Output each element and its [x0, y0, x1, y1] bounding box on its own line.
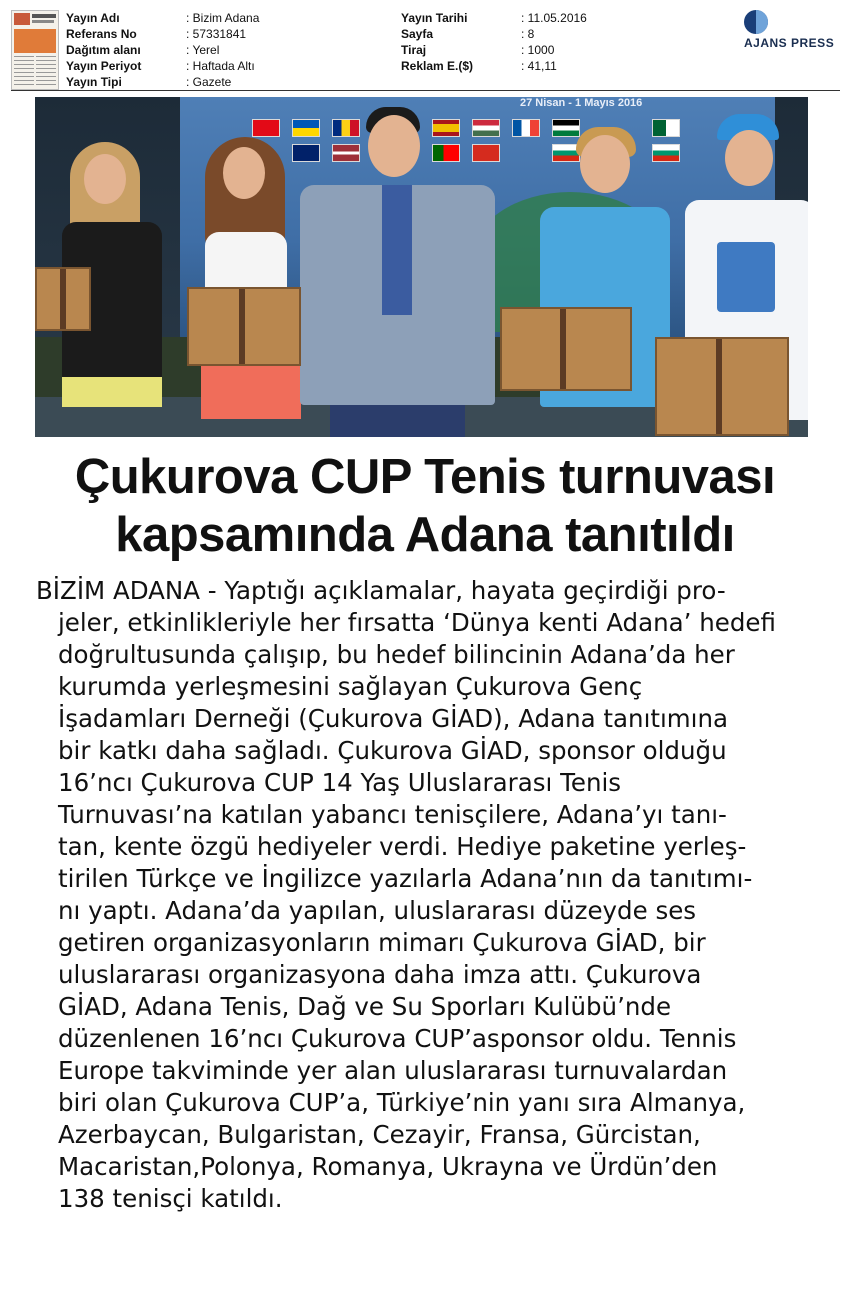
body-line: Europe takviminde yer alan uluslararası turnuvalardan [58, 1056, 728, 1085]
flag-icon [252, 119, 280, 137]
body-line: uluslararası organizasyona daha imza attı. Çukurova [58, 960, 702, 989]
flag-icon [292, 119, 320, 137]
meta-distribution-area: Dağıtım alanı : Yerel [66, 43, 220, 57]
meta-publication-date: Yayın Tarihi : 11.05.2016 [401, 11, 587, 25]
body-line: nı yaptı. Adana’da yapılan, uluslararası düzeyde ses [58, 896, 697, 925]
body-line: tirilen Türkçe ve İngilizce yazılarla Adana’nın da tanıtımı- [58, 864, 753, 893]
ajans-press-logo-icon [744, 10, 768, 34]
body-line: BİZİM ADANA - Yaptığı açıklamalar, hayata geçirdiği pro- [36, 576, 726, 605]
body-line: İşadamları Derneği (Çukurova GİAD), Adana tanıtımına [58, 704, 729, 733]
body-line: Macaristan,Polonya, Romanya, Ukrayna ve Ürdün’den [58, 1152, 718, 1181]
page-thumbnail [11, 10, 59, 90]
ajans-press-logo: AJANS PRESS [744, 10, 844, 50]
meta-ad-equivalent: Reklam E.($) : 41,11 [401, 59, 557, 73]
gift-box [655, 337, 789, 436]
body-line: Turnuvası’na katılan yabancı tenisçilere, Adana’yı tanı- [58, 800, 727, 829]
body-line: getiren organizasyonların mimarı Çukurova GİAD, bir [58, 928, 706, 957]
flag-icon [292, 144, 320, 162]
article-headline [0, 448, 850, 564]
meta-publication-period: Yayın Periyot : Haftada Altı [66, 59, 255, 73]
body-line: biri olan Çukurova CUP’a, Türkiye’nin yanı sıra Almanya, [58, 1088, 746, 1117]
flag-icon [512, 119, 540, 137]
flag-icon [332, 119, 360, 137]
article-body [36, 575, 826, 1215]
body-line: doğrultusunda çalışıp, bu hedef bilincinin Adana’da her [58, 640, 735, 669]
flag-icon [332, 144, 360, 162]
body-line: kurumda yerleşmesini sağlayan Çukurova Genç [58, 672, 643, 701]
body-line: bir katkı daha sağladı. Çukurova GİAD, sponsor olduğu [58, 736, 727, 765]
body-line: 138 tenisçi katıldı. [58, 1184, 283, 1213]
body-line: jeler, etkinlikleriyle her fırsatta ‘Dünya kenti Adana’ hedefi [58, 608, 776, 637]
meta-publication-type: Yayın Tipi : Gazete [66, 75, 232, 89]
flag-icon [432, 119, 460, 137]
headline-line: Çukurova CUP Tenis turnuvası [74, 450, 776, 504]
article-photo [35, 97, 808, 437]
body-line: Azerbaycan, Bulgaristan, Cezayir, Fransa, Gürcistan, [58, 1120, 701, 1149]
flag-icon [652, 119, 680, 137]
flag-icon [432, 144, 460, 162]
flag-icon [472, 119, 500, 137]
meta-reference-no: Referans No : 57331841 [66, 27, 247, 41]
banner-dates: 27 Nisan - 1 Mayıs 2016 [520, 97, 643, 109]
body-line: tan, kente özgü hediyeler verdi. Hediye paketine yerleş- [58, 832, 747, 861]
headline-line: kapsamında Adana tanıtıldı [115, 508, 735, 562]
gift-box [500, 307, 632, 391]
meta-publication-name: Yayın Adı : Bizim Adana [66, 11, 260, 25]
header-divider [11, 90, 840, 91]
body-line: 16’ncı Çukurova CUP 14 Yaş Uluslararası Tenis [58, 768, 622, 797]
flag-icon [652, 144, 680, 162]
flag-icon [472, 144, 500, 162]
body-line: düzenlenen 16’ncı Çukurova CUP’asponsor oldu. Tennis [58, 1024, 737, 1053]
meta-circulation: Tiraj : 1000 [401, 43, 555, 57]
body-line: GİAD, Adana Tenis, Dağ ve Su Sporları Kulübü’nde [58, 992, 672, 1021]
gift-box [35, 267, 91, 331]
clipping-header [0, 0, 850, 92]
meta-page: Sayfa : 8 [401, 27, 535, 41]
flag-icon [552, 119, 580, 137]
gift-box [187, 287, 301, 366]
